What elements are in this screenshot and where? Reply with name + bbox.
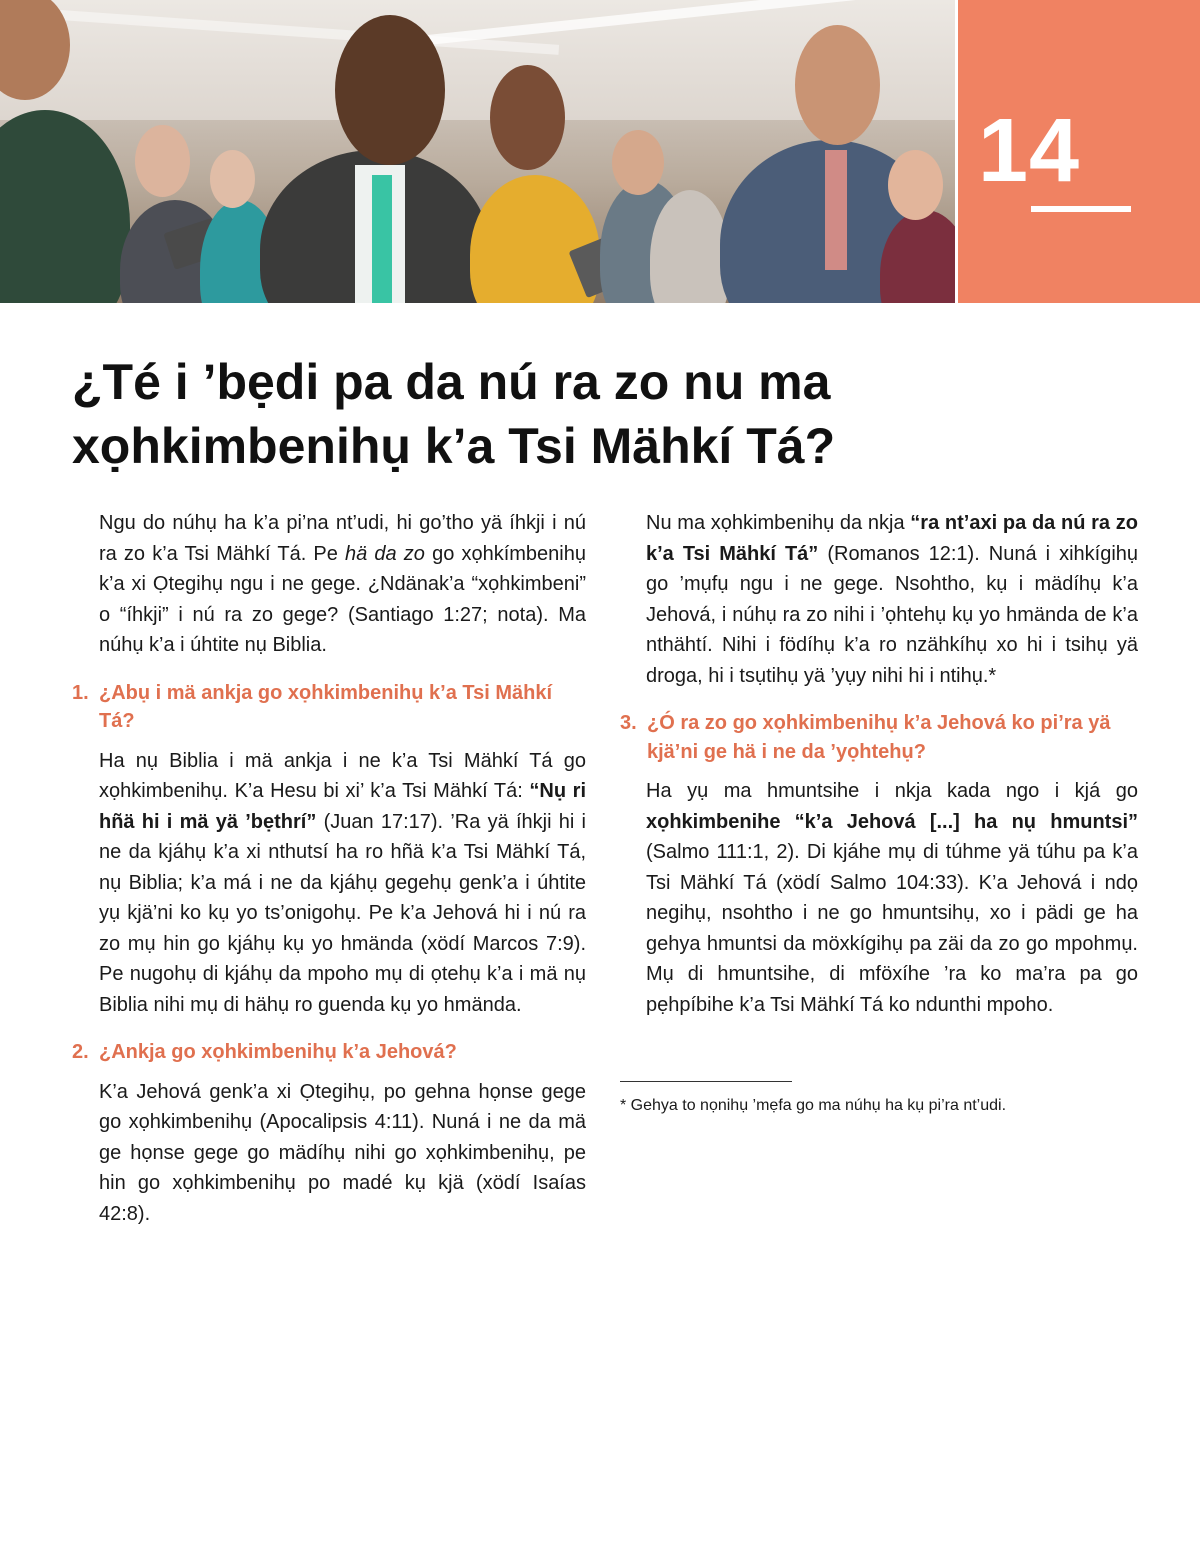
person-right-man-head — [795, 25, 880, 145]
right-intro-paragraph — [620, 508, 1138, 691]
page-title-line-1: ¿Té i ’bẹdi pa da nú ra zo nu ma — [72, 354, 831, 410]
intro-italic: hä da zo — [345, 542, 425, 565]
person-woman-teal-head — [210, 150, 255, 208]
tie — [825, 150, 847, 270]
person-main-man-head — [335, 15, 445, 165]
person-background-head — [612, 130, 664, 195]
question-1-heading — [72, 679, 586, 736]
lesson-number-underline — [1031, 206, 1131, 212]
question-2-paragraph — [72, 1077, 586, 1230]
tie — [372, 175, 392, 303]
question-3-paragraph — [620, 776, 1138, 1020]
left-column — [72, 508, 586, 1247]
right-intro-text: (Romanos 12:1). Nuná i xihkígihụ go ’mụfụ ngu i ne gege. Nsohtho, kụ i mädíhụ k’a Jehová, i núhụ ra zo nihi i ’ọhtehụ kụ yo hmända de k’a nthähtí. Nihi i födíhụ k’a ro nzähkíhụ xo hi i tsihụ yä droga, hi i tsụtihụ yä ’yụy nihi hi i ntihụ.* — [646, 542, 1139, 687]
header-photo — [0, 0, 955, 303]
right-intro-text: Nu ma xọhkimbenihụ da nkja — [646, 512, 911, 534]
question-1-bold-quote: “Nụ ri hñä hi i mä yä ’bẹthrí” — [99, 780, 586, 833]
footnote: * Gehya to nọnihụ ’mẹfa go ma núhụ ha kụ pi’ra nt’udi. — [620, 1097, 1007, 1114]
question-1-body: Ha nụ Biblia i mä ankja i ne k’a Tsi Mähkí Tá go xọhkimbenihụ. K’a Hesu bi xi’ k’a Tsi Mähkí Tá: — [99, 749, 586, 802]
question-3-number: 3. — [620, 712, 637, 734]
person-woman-yellow-head — [490, 65, 565, 170]
person-left — [0, 110, 130, 303]
question-3-heading — [620, 709, 1138, 766]
right-column — [620, 508, 1138, 1038]
lesson-number: 14 — [977, 101, 1081, 201]
footnote-divider — [620, 1081, 792, 1082]
lesson-badge — [958, 0, 1200, 303]
page-title — [72, 350, 972, 478]
question-3-body: Ha yụ ma hmuntsihe i nkja kada ngo i kjá go — [646, 780, 1138, 802]
person-older-man-head — [135, 125, 190, 197]
question-3-bold-quote: xọhkimbenihe “k’a Jehová [...] ha nụ hmuntsi” — [646, 810, 1138, 833]
intro-text: go xọhkímbenihụ k’a xi Ọtegihụ ngu i ne gege. ¿Ndänak’a “xọhkimbeni” o “íhkji” i nú ra zo gege? (Santiago 1:27; nota). Ma núhụ k’a i úhtite nụ Biblia. — [99, 542, 586, 656]
question-2-number: 2. — [72, 1041, 89, 1063]
question-1-paragraph — [72, 746, 586, 1021]
question-3-text: ¿Ó ra zo go xọhkimbenihụ k’a Jehová ko pi’ra yä kjä’ni ge hä i ne da ’yọhtehụ? — [647, 712, 1111, 763]
question-2-body: K’a Jehová genk’a xi Ọtegihụ, po gehna họnse gege go xọhkimbenihụ (Apocalipsis 4:11). Nuná i ne da mä ge họnse gege go mädíhụ nihi go xọhkimbenihụ, pe hin go xọhkimbenihụ po madé kụ kjä (xödí Isaías 42:8). — [99, 1080, 586, 1225]
question-1-text: ¿Abụ i mä ankja go xọhkimbenihụ k’a Tsi Mähkí Tá? — [99, 681, 553, 732]
intro-paragraph — [72, 508, 586, 661]
intro-text: Ngu do núhụ ha k’a pi’na nt’udi, hi go’tho yä íhkji i nú ra zo k’a Tsi Mähkí Tá. Pe — [99, 512, 586, 565]
question-1-body: (Juan 17:17). ’Ra yä íhkji hi i ne da kjáhụ k’a xi nthutsí ha ro hñä k’a Tsi Mähkí Tá, nụ Biblia; k’a má i ne da kjáhụ gegehụ genk’a i úhtite yụ kjä’ni ko kụ yo ts’onigohụ. Pe k’a Jehová hi i nú ra zo mụ hin go kjáhụ kụ yo hmända (xödí Marcos 7:9). Pe nugohụ di kjáhụ da mpoho mụ di ọtehụ k’a i mä nụ Biblia nihi mụ di hähụ ro guenda kụ yo hmända. — [99, 810, 587, 1016]
page-title-line-2: xọhkimbenihụ k’a Tsi Mähkí Tá? — [72, 418, 836, 474]
question-2-text: ¿Ankja go xọhkimbenihụ k’a Jehová? — [99, 1041, 457, 1063]
question-3-body: (Salmo 111:1, 2). Di kjáhe mụ di túhme yä túhu pa k’a Tsi Mähkí Tá (xödí Salmo 104:33). K’a Jehová i ndọ negihụ, nsohtho i ne go hmuntsihụ, xo i pädi ge ha gehya hmuntsi da möxkígihụ pa zäi da zo go mpohmụ. Mụ di hmuntsihe, di mföxíhe ’ra ko ma’ra pa go pẹhpíbihe k’a Tsi Mähkí Tá ko ndunthi mpoho. — [646, 841, 1138, 1016]
question-2-heading — [72, 1038, 586, 1067]
question-1-number: 1. — [72, 681, 89, 704]
right-intro-bold-quote: “ra nt’axi pa da nú ra zo k’a Tsi Mähkí Tá” — [646, 512, 1138, 565]
